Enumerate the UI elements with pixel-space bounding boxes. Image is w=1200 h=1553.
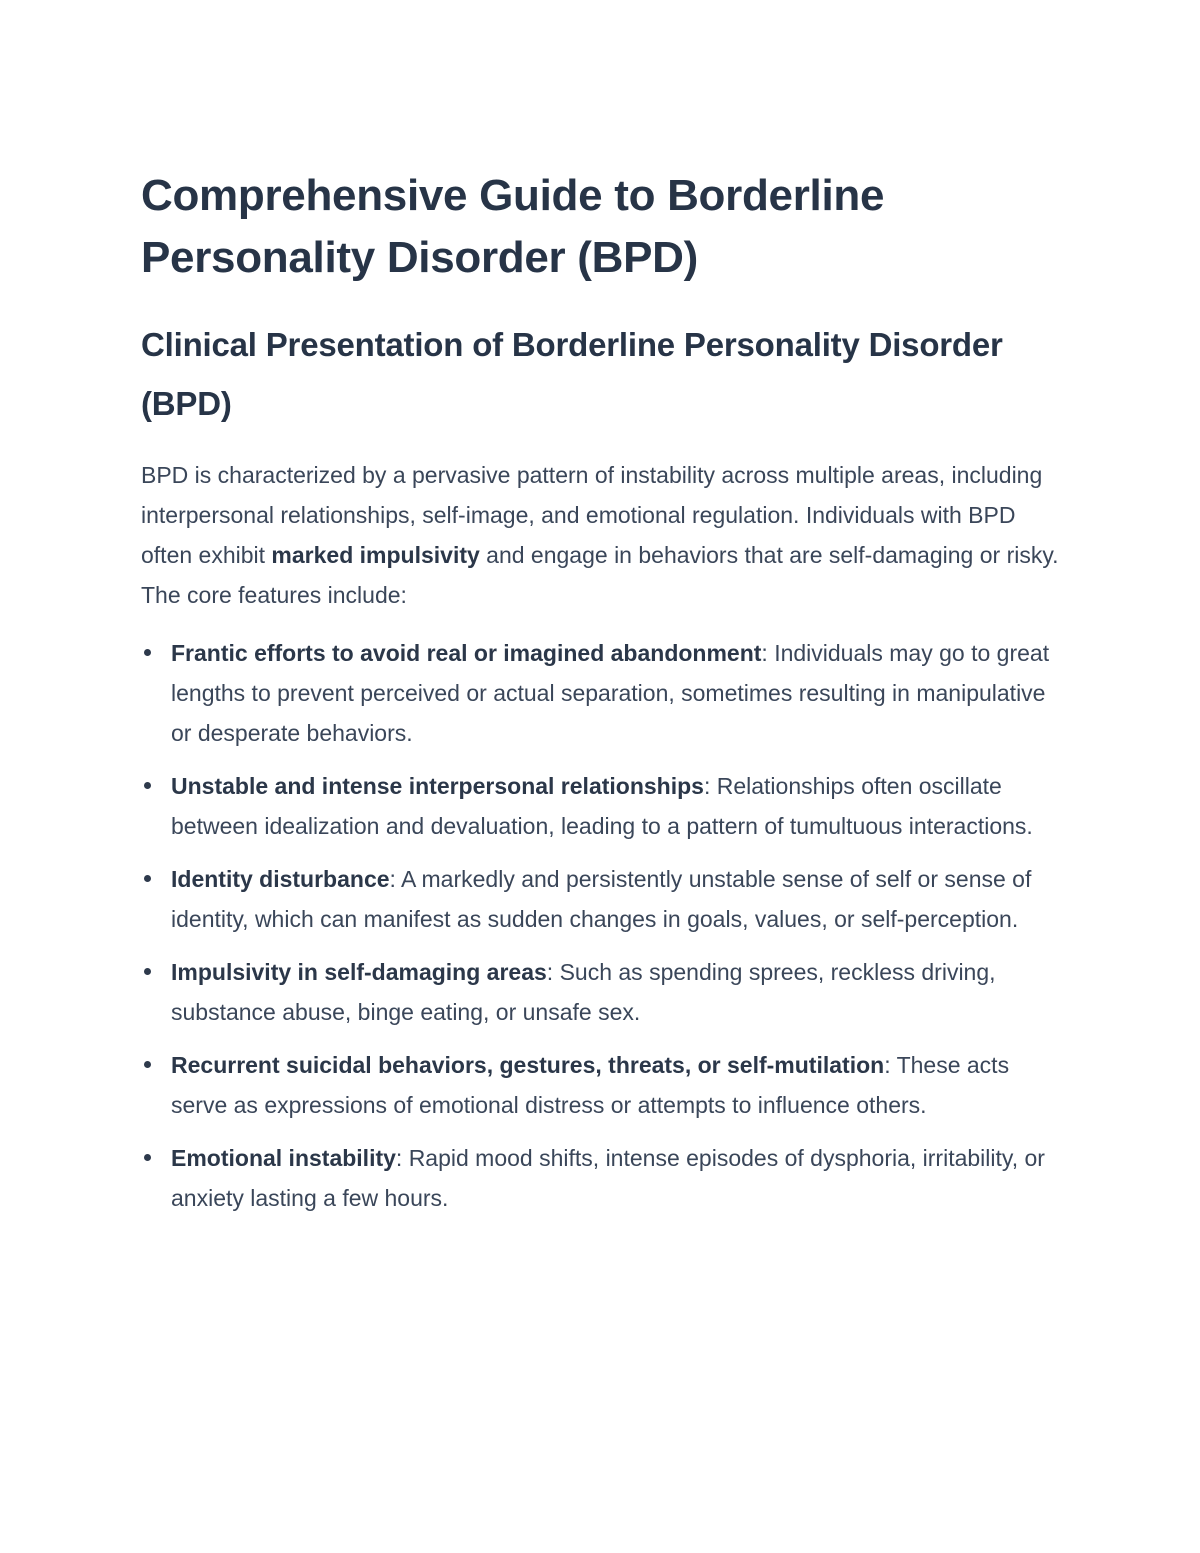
feature-term: Impulsivity in self-damaging areas [171, 959, 547, 985]
document-page [141, 165, 1071, 1231]
feature-description: : Rapid mood shifts, intense episodes of dysphoria, irritability, or anxiety lasting a few hours. [171, 1145, 1045, 1211]
bullet-icon [144, 1061, 151, 1068]
feature-term: Identity disturbance [171, 866, 390, 892]
bullet-icon [144, 782, 151, 789]
list-item [141, 766, 1071, 846]
features-list [141, 633, 1071, 1218]
feature-description: : These acts serve as expressions of emotional distress or attempts to influence others. [171, 1052, 1010, 1118]
feature-description: : A markedly and persistently unstable sense of self or sense of identity, which can manifest as sudden changes in goals, values, or self-perception. [171, 866, 1032, 932]
intro-text-end: and engage in behaviors that are self-damaging or risky. The core features include: [141, 542, 1059, 608]
feature-term: Frantic efforts to avoid real or imagined abandonment [171, 640, 762, 666]
bullet-icon [144, 1154, 151, 1161]
intro-paragraph [141, 455, 1071, 615]
bullet-icon [144, 649, 151, 656]
feature-description: : Individuals may go to great lengths to prevent perceived or actual separation, sometimes resulting in manipulative or desperate behaviors. [171, 640, 1050, 746]
bullet-icon [144, 968, 151, 975]
bullet-icon [144, 875, 151, 882]
list-item [141, 633, 1071, 753]
feature-term: Recurrent suicidal behaviors, gestures, threats, or self-mutilation [171, 1052, 885, 1078]
intro-emphasis: marked impulsivity [271, 542, 480, 568]
list-item [141, 952, 1071, 1032]
section-heading: Clinical Presentation of Borderline Personality Disorder (BPD) [141, 326, 1003, 422]
page-title: Comprehensive Guide to Borderline Personality Disorder (BPD) [141, 171, 885, 282]
intro-text-start: BPD is characterized by a pervasive pattern of instability across multiple areas, including interpersonal relationships, self-image, and emotional regulation. Individuals with BPD often exhibit [141, 462, 1043, 568]
list-item [141, 859, 1071, 939]
feature-term: Emotional instability [171, 1145, 396, 1171]
list-item [141, 1138, 1071, 1218]
feature-description: : Such as spending sprees, reckless driving, substance abuse, binge eating, or unsafe sex. [171, 959, 996, 1025]
list-item [141, 1045, 1071, 1125]
feature-description: : Relationships often oscillate between idealization and devaluation, leading to a pattern of tumultuous interactions. [171, 773, 1033, 839]
feature-term: Unstable and intense interpersonal relationships [171, 773, 704, 799]
